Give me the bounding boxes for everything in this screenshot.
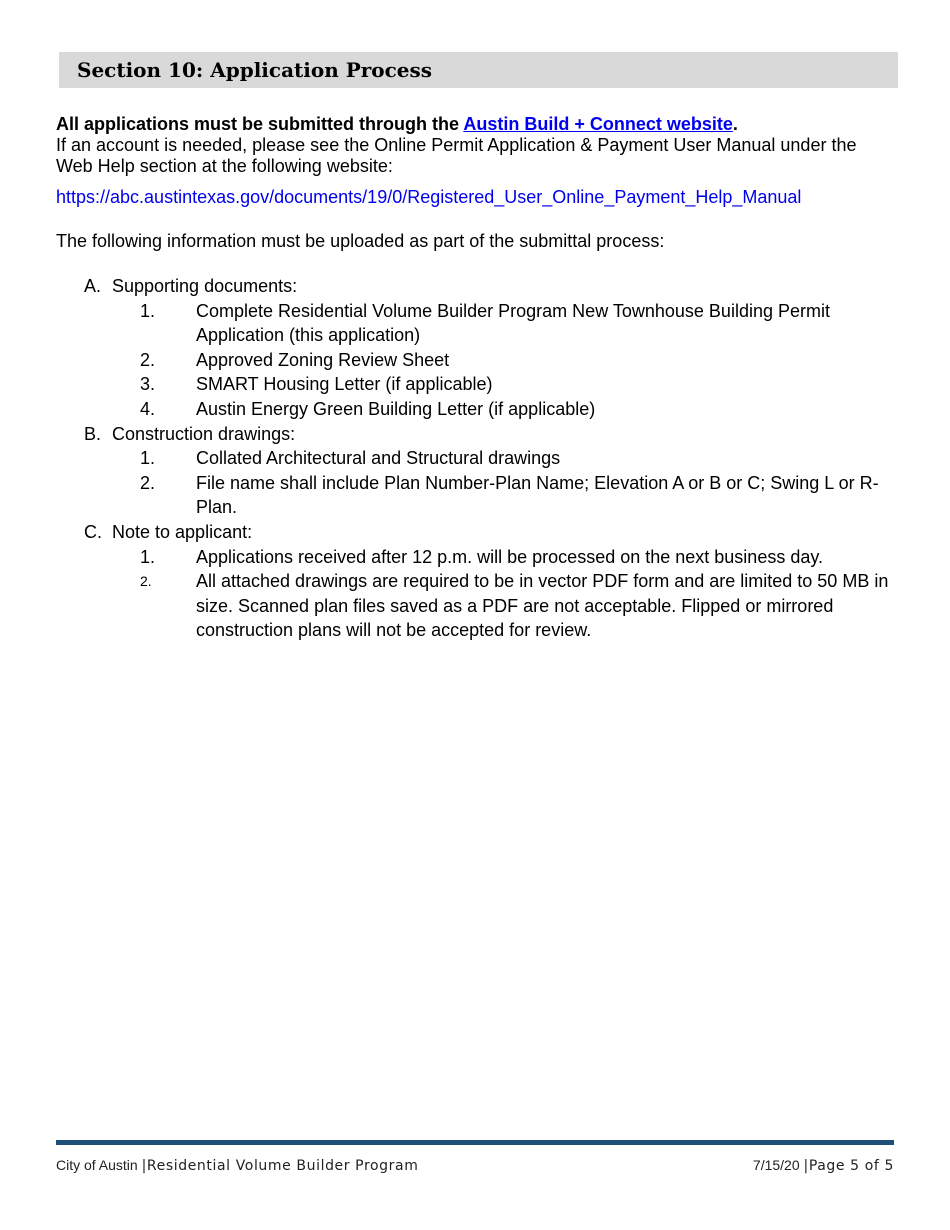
intro-paragraph bbox=[56, 114, 896, 177]
footer-separator: | bbox=[141, 1158, 147, 1174]
group-heading bbox=[56, 520, 916, 545]
group-letter: A. bbox=[84, 276, 102, 296]
footer-date: 7/15/20 bbox=[752, 1157, 800, 1173]
footer-separator-2: | bbox=[803, 1158, 809, 1174]
item-text: SMART Housing Letter (if applicable) bbox=[196, 374, 493, 395]
item-number: 4. bbox=[140, 398, 156, 419]
item-text: Approved Zoning Review Sheet bbox=[196, 349, 450, 370]
item-number: 2. bbox=[140, 472, 156, 493]
help-manual-url-link[interactable]: https://abc.austintexas.gov/documents/19/0/Registered_User_Online_Payment_Help_Manual bbox=[56, 187, 802, 207]
section-title: Section 10: Application Process bbox=[77, 58, 433, 82]
item-text: All attached drawings are required to be in vector PDF form and are limited to 50 MB in size. Scanned plan files saved as a PDF are not acceptable. Flipped or mirrored construction plans will not be accepted for review. bbox=[196, 571, 889, 641]
list-item bbox=[56, 569, 896, 643]
list-item bbox=[56, 348, 896, 373]
item-text: Applications received after 12 p.m. will be processed on the next business day. bbox=[196, 546, 824, 567]
list-item bbox=[56, 299, 896, 348]
austin-build-connect-link[interactable]: Austin Build + Connect website bbox=[463, 114, 733, 134]
item-number: 3. bbox=[140, 374, 156, 395]
group-heading bbox=[56, 422, 916, 447]
intro-bold-end: . bbox=[732, 114, 738, 134]
footer-right bbox=[753, 1157, 894, 1174]
footer-rule bbox=[56, 1140, 894, 1145]
group-heading bbox=[56, 274, 916, 299]
requirements-list bbox=[56, 274, 916, 643]
footer-program: Residential Volume Builder Program bbox=[146, 1158, 419, 1174]
item-text: Collated Architectural and Structural drawings bbox=[196, 448, 561, 469]
upload-instructions: The following information must be uploaded as part of the submittal process: bbox=[56, 231, 665, 251]
item-text: File name shall include Plan Number-Plan Name; Elevation A or B or C; Swing L or R-Plan. bbox=[196, 472, 879, 518]
list-item bbox=[56, 446, 896, 471]
footer-page-number: Page 5 of 5 bbox=[808, 1158, 894, 1174]
item-number: 2. bbox=[140, 349, 156, 370]
group-title: Supporting documents: bbox=[112, 276, 298, 296]
item-number: 1. bbox=[140, 448, 156, 469]
group-title: Note to applicant: bbox=[112, 521, 253, 542]
group-letter: B. bbox=[84, 423, 102, 444]
item-number: 2. bbox=[140, 573, 152, 590]
item-number: 1. bbox=[140, 300, 156, 321]
intro-account-text: If an account is needed, please see the Online Permit Application & Payment User Manual under the Web Help section at the following website: bbox=[56, 135, 857, 176]
intro-bold-lead: All applications must be submitted through the bbox=[56, 114, 464, 134]
item-text: Complete Residential Volume Builder Program New Townhouse Building Permit Application (this application) bbox=[196, 300, 830, 346]
item-text: Austin Energy Green Building Letter (if applicable) bbox=[196, 398, 596, 419]
list-item bbox=[56, 545, 896, 570]
item-number: 1. bbox=[140, 546, 156, 567]
footer-org: City of Austin bbox=[56, 1157, 138, 1173]
list-item bbox=[56, 397, 896, 422]
section-header bbox=[59, 52, 898, 88]
group-title: Construction drawings: bbox=[112, 423, 296, 444]
footer-left bbox=[56, 1157, 418, 1174]
list-item bbox=[56, 372, 896, 397]
group-letter: C. bbox=[84, 521, 102, 542]
list-item bbox=[56, 471, 896, 520]
